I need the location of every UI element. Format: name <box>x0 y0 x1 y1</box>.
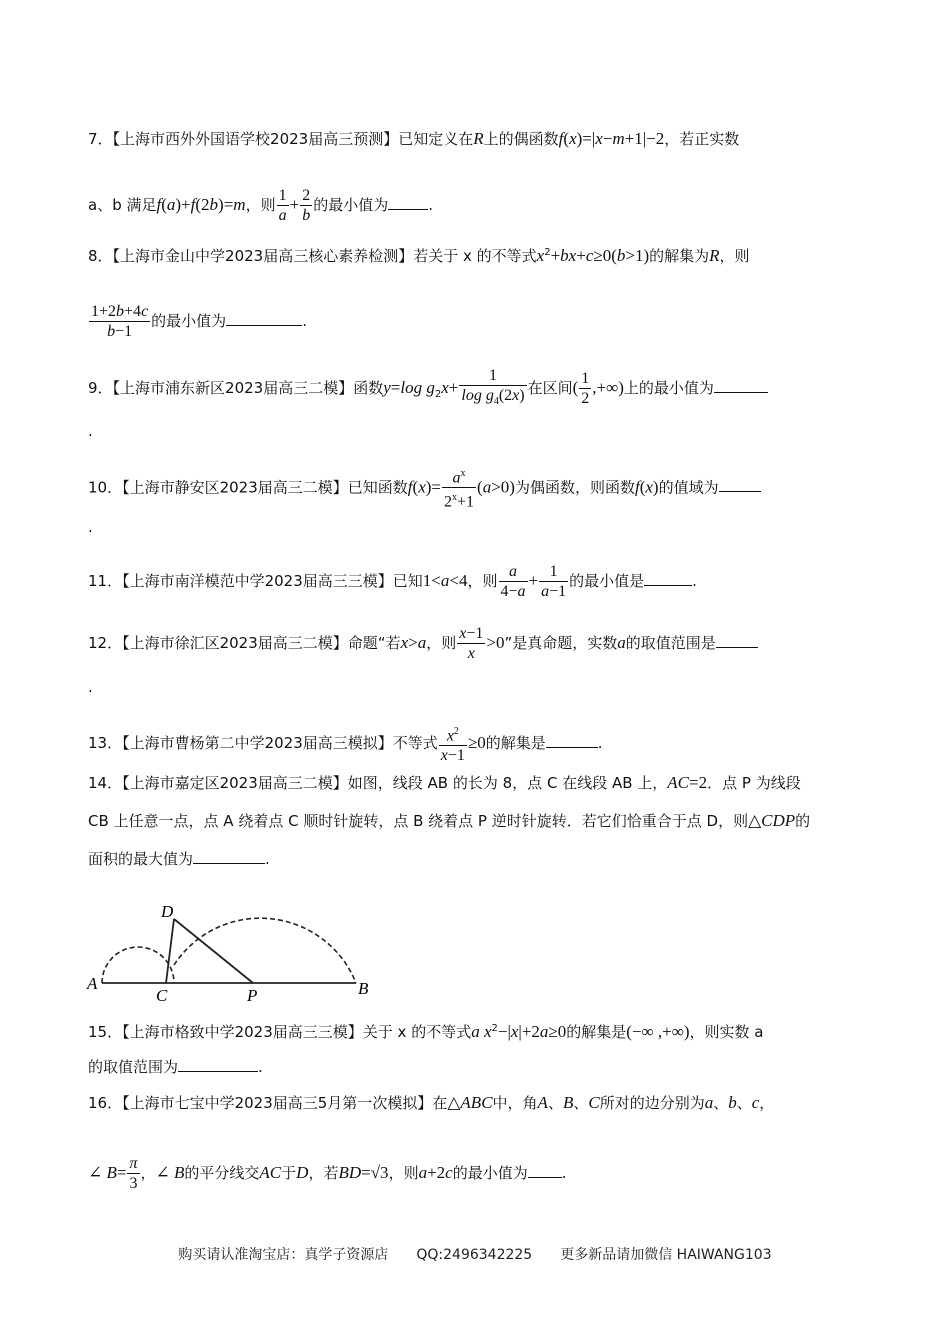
problem-10-source: 【上海市静安区2023届高三二模】 <box>122 478 348 497</box>
fraction-exponential: $\frac{a^x}{2^x+1}$ <box>442 464 476 512</box>
problem-15-line-2: 的取值范围为 . <box>88 1058 263 1076</box>
fraction-2-over-b: $\frac{2}{b}$ <box>302 187 311 224</box>
footer-shop: 购买请认准淘宝店：真学子资源店 <box>178 1247 389 1263</box>
segment-cd <box>166 919 174 983</box>
page-footer <box>0 1244 950 1264</box>
answer-blank[interactable] <box>644 571 692 586</box>
problem-16-line-1: 16．【上海市七宝中学2023届高三5月第一次模拟】在△ABC中，角A、B、C所对的边分别为a、b、c， <box>88 1093 775 1112</box>
fraction-half: $\frac{1}{2}$ <box>581 370 590 408</box>
problem-15-line-1: 15．【上海市格致中学2023届高三三模】关于 x 的不等式a $x^2-|x|+2a\ge 0$的解集是(−∞ ,+∞)，则实数 a <box>88 1022 764 1041</box>
fraction-expression: $\frac{1+2b+4c}{b-1}$ <box>91 303 149 340</box>
answer-blank[interactable] <box>716 633 758 648</box>
problem-12-source: 【上海市徐汇区2023届高三二模】 <box>122 634 348 652</box>
fraction-log: $\frac{1}{\log g_4(2x)}$ <box>461 367 525 408</box>
problem-14-source: 【上海市嘉定区2023届高三二模】 <box>122 774 348 792</box>
problem-8-line-2: $\frac{1+2b+4c}{b-1}$ 的最小值为 . <box>91 303 307 340</box>
problem-10-dot: . <box>88 518 93 536</box>
problem-14-line-1: 14．【上海市嘉定区2023届高三二模】如图，线段 AB 的长为 8，点 C 在线段 AB 上，AC=2．点 P 为线段 <box>88 773 801 792</box>
fraction-a-over-4-minus-a: $\frac{a}{4-a}$ <box>500 563 526 600</box>
problem-10-line-1: 10．【上海市静安区2023届高三二模】已知函数f(x)= $\frac{a^x}{2^x+1}$ (a>0)为偶函数，则函数f(x)的值域为 <box>88 464 761 512</box>
label-a: A <box>87 974 98 993</box>
arc-around-c <box>102 947 174 983</box>
geometry-figure <box>85 875 385 1007</box>
fraction-1-over-a-minus-1: $\frac{1}{a-1}$ <box>541 563 567 600</box>
fraction-x-minus-1-over-x: $\frac{x-1}{x}$ <box>459 625 484 662</box>
answer-blank[interactable] <box>719 477 761 492</box>
answer-blank[interactable] <box>714 378 768 393</box>
problem-9-source: 【上海市浦东新区2023届高三二模】 <box>112 379 354 398</box>
label-c: C <box>156 986 168 1005</box>
arc-around-p <box>174 918 356 983</box>
answer-blank[interactable] <box>528 1163 562 1178</box>
problem-16-source: 【上海市七宝中学2023届高三5月第一次模拟】 <box>122 1094 433 1112</box>
problem-11-source: 【上海市南洋模范中学2023届高三三模】 <box>122 572 393 590</box>
problem-14-line-3: 面积的最大值为 . <box>88 850 270 868</box>
problem-15-source: 【上海市格致中学2023届高三三模】 <box>122 1023 363 1041</box>
answer-blank[interactable] <box>226 311 302 326</box>
problem-11-line-1: 11．【上海市南洋模范中学2023届高三三模】已知1<a<4，则 $\frac{a}{4-a}$ + $\frac{1}{a-1}$ 的最小值是 . <box>88 563 697 600</box>
problem-12-dot: . <box>88 678 93 696</box>
problem-13-line-1: 13．【上海市曹杨第二中学2023届高三模拟】不等式 $\frac{x^2}{x-1}$ ≥0的解集是 . <box>88 722 603 765</box>
answer-blank[interactable] <box>388 195 428 210</box>
problem-8-source: 【上海市金山中学2023届高三核心素养检测】 <box>112 247 414 265</box>
fraction-1-over-a: $\frac{1}{a}$ <box>278 187 287 224</box>
answer-blank[interactable] <box>546 733 598 748</box>
answer-blank[interactable] <box>193 849 265 864</box>
footer-wechat: 更多新品请加微信 HAIWANG103 <box>560 1247 772 1263</box>
problem-16-line-2: ∠ B= $\frac{\pi}{3}$ ，∠ B的平分线交AC于D，若BD=√3，则a+2c的最小值为 . <box>88 1155 567 1192</box>
problem-9-dot: . <box>88 422 93 440</box>
fraction-x2-over-x-minus-1: $\frac{x^2}{x-1}$ <box>439 722 467 765</box>
footer-qq: QQ:2496342225 <box>416 1247 533 1263</box>
problem-13-source: 【上海市曹杨第二中学2023届高三模拟】 <box>122 734 393 753</box>
problem-7-source: 【上海市西外外国语学校2023届高三预测】 <box>112 130 399 148</box>
label-b: B <box>358 979 369 998</box>
problem-7-line-2: a、b 满足f(a)+f(2b)=m，则 $\frac{1}{a}$ + $\frac{2}{b}$ 的最小值为 . <box>88 187 433 224</box>
problem-7-line-1: 7．【上海市西外外国语学校2023届高三预测】已知定义在R上的偶函数f(x)=|x−m+1|−2，若正实数 <box>88 129 740 148</box>
problem-14-line-2: CB 上任意一点，点 A 绕着点 C 顺时针旋转，点 B 绕着点 P 逆时针旋转．若它们恰重合于点 D，则△CDP的 <box>88 811 811 830</box>
label-d: D <box>161 902 174 921</box>
label-p: P <box>247 986 258 1005</box>
problem-12-line-1: 12．【上海市徐汇区2023届高三二模】命题“若x>a，则 $\frac{x-1}{x}$ >0”是真命题，实数a的取值范围是 <box>88 624 758 663</box>
problem-8-line-1: 8．【上海市金山中学2023届高三核心素养检测】若关于 x 的不等式$x^2+bx+c\ge 0(b>1)$的解集为R，则 <box>88 246 750 265</box>
answer-blank[interactable] <box>178 1057 258 1072</box>
problem-9-line-1: 9．【上海市浦东新区2023届高三二模】函数y=log $g_2x+$ $\frac{1}{\log g_4(2x)}$ 在区间( $\frac{1}{2}$ ,+∞)上的最小值为 <box>88 366 768 411</box>
fraction-pi-over-3: $\frac{\pi}{3}$ <box>129 1155 138 1192</box>
